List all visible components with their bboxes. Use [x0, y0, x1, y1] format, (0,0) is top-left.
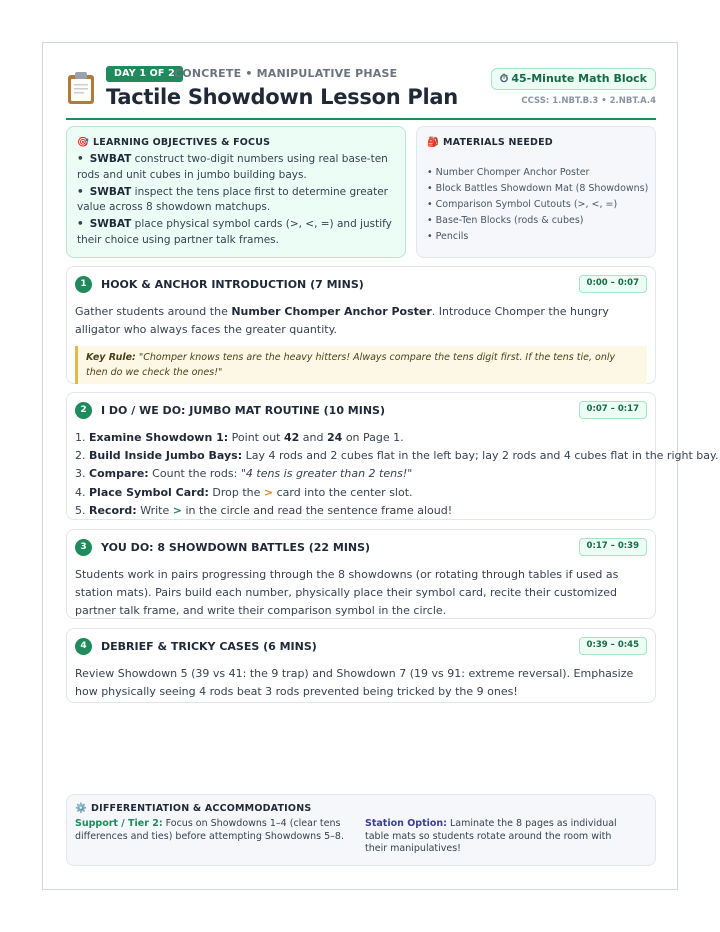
step-number: 2 [75, 402, 92, 419]
material-item: • Block Battles Showdown Mat (8 Showdowns) [427, 183, 649, 194]
step-title: DEBRIEF & TRICKY CASES (6 MINS) [101, 640, 317, 653]
routine-step: 3. Compare: Count the rods: "4 tens is greater than 2 tens!" [75, 467, 413, 481]
lesson-plan-page [42, 42, 719, 890]
time-badge: 0:07 – 0:17 [579, 401, 647, 419]
objective-text: construct two-digit numbers using real base-ten rods and unit cubes in jumbo building bays. [77, 153, 388, 181]
objective-text: place physical symbol cards (>, <, =) and justify their choice using partner talk frames. [77, 218, 392, 246]
step-description: Students work in pairs progressing through the 8 showdowns (or rotating through tables if used as station mats). Pairs build each number, physically place their symbol card, recite their customized partner talk frame, and write their comparison symbol in the circle. [75, 568, 619, 617]
objective-lead: SWBAT [89, 218, 132, 230]
time-badge: 0:39 – 0:45 [579, 637, 647, 655]
stopwatch-icon: ⏱ [499, 72, 509, 85]
routine-step: 1. Examine Showdown 1: Point out 42 and 24 on Page 1. [75, 431, 404, 444]
key-rule-text: "Chomper knows tens are the heavy hitters! Always compare the tens digit first. If the tens tie, only then do we check the ones!" [86, 352, 616, 378]
key-rule-callout [75, 346, 647, 384]
routine-step: 2. Build Inside Jumbo Bays: Lay 4 rods and 2 cubes flat in the left bay; lay 2 rods and 4 cubes flat in the right bay. [75, 449, 719, 463]
step-card-hook [66, 266, 656, 384]
objective-text: inspect the tens place first to determine greater value across 8 showdown matchups. [77, 185, 388, 213]
material-item: • Pencils [427, 231, 469, 242]
materials-box [416, 126, 656, 258]
routine-steps [75, 429, 719, 520]
step-card-debrief [66, 628, 656, 703]
objectives-box [66, 126, 406, 258]
step-description: Review Showdown 5 (39 vs 41: the 9 trap) and Showdown 7 (19 vs 91: extreme reversal). Emphasize how physically seeing 4 rods beat 3 rods prevented being tricked by the 9 ones! [75, 667, 634, 698]
step-card-showdown-battles [66, 529, 656, 619]
time-badge: 0:17 – 0:39 [579, 538, 647, 556]
target-icon: 🎯 [77, 137, 90, 148]
objective-lead: SWBAT [89, 185, 132, 198]
objectives-heading-text: LEARNING OBJECTIVES & FOCUS [93, 137, 271, 148]
step-title: YOU DO: 8 SHOWDOWN BATTLES (22 MINS) [101, 541, 371, 554]
header-divider [66, 118, 656, 120]
time-badge: 0:00 – 0:07 [579, 275, 647, 293]
material-item: • Comparison Symbol Cutouts (>, <, =) [427, 199, 618, 210]
objectives-list [77, 152, 395, 248]
page-title: Tactile Showdown Lesson Plan [106, 85, 458, 109]
differentiation-heading [75, 803, 647, 814]
math-block-pill [491, 68, 656, 90]
step-number: 4 [75, 638, 92, 655]
objective-item: • SWBAT construct two-digit numbers using real base-ten rods and unit cubes in jumbo building bays. [77, 153, 388, 181]
routine-step: 5. Record: Write > in the circle and read the sentence frame aloud! [75, 503, 453, 517]
ccss-standards: CCSS: 1.NBT.B.3 • 2.NBT.A.4 [521, 96, 656, 106]
differentiation-heading-text: DIFFERENTIATION & ACCOMMODATIONS [91, 803, 312, 814]
step-title: HOOK & ANCHOR INTRODUCTION (7 MINS) [101, 278, 364, 291]
step-description: Gather students around the Number Chomper Anchor Poster. Introduce Chomper the hungry alligator who always faces the greater quantity. [75, 305, 609, 336]
header [66, 63, 656, 121]
phase-label: CONCRETE • MANIPULATIVE PHASE [174, 67, 398, 80]
material-item: • Base-Ten Blocks (rods & cubes) [427, 215, 584, 226]
support-tier2-note: Support / Tier 2: Focus on Showdowns 1–4 (clear tens differences and ties) before attempting Showdowns 5–8. [75, 818, 344, 842]
objective-lead: SWBAT [89, 153, 132, 165]
clipboard-icon [66, 71, 96, 105]
step-number: 1 [75, 276, 92, 293]
backpack-icon: 🎒 [427, 137, 440, 148]
day-badge: DAY 1 OF 2 [106, 66, 183, 82]
differentiation-box [66, 794, 656, 866]
materials-list [427, 165, 649, 245]
materials-heading-text: MATERIALS NEEDED [443, 137, 553, 148]
step-title: I DO / WE DO: JUMBO MAT ROUTINE (10 MINS) [101, 404, 386, 417]
key-rule-label: Key Rule: [86, 352, 136, 363]
objectives-heading [77, 137, 395, 148]
materials-heading [427, 137, 645, 148]
objective-item: • SWBAT inspect the tens place first to determine greater value across 8 showdown matchups. [77, 185, 388, 213]
material-item: • Number Chomper Anchor Poster [427, 167, 590, 178]
station-option-note: Station Option: Laminate the 8 pages as individual table mats so students rotate around the room with their manipulatives! [365, 818, 617, 854]
gear-icon: ⚙️ [75, 803, 88, 814]
math-block-label: 45-Minute Math Block [511, 72, 647, 85]
step-number: 3 [75, 539, 92, 556]
objective-item: • SWBAT place physical symbol cards (>, <, =) and justify their choice using partner talk frames. [77, 218, 392, 246]
step-card-jumbo-mat [66, 392, 719, 520]
routine-step: 4. Place Symbol Card: Drop the > card into the center slot. [75, 485, 413, 499]
